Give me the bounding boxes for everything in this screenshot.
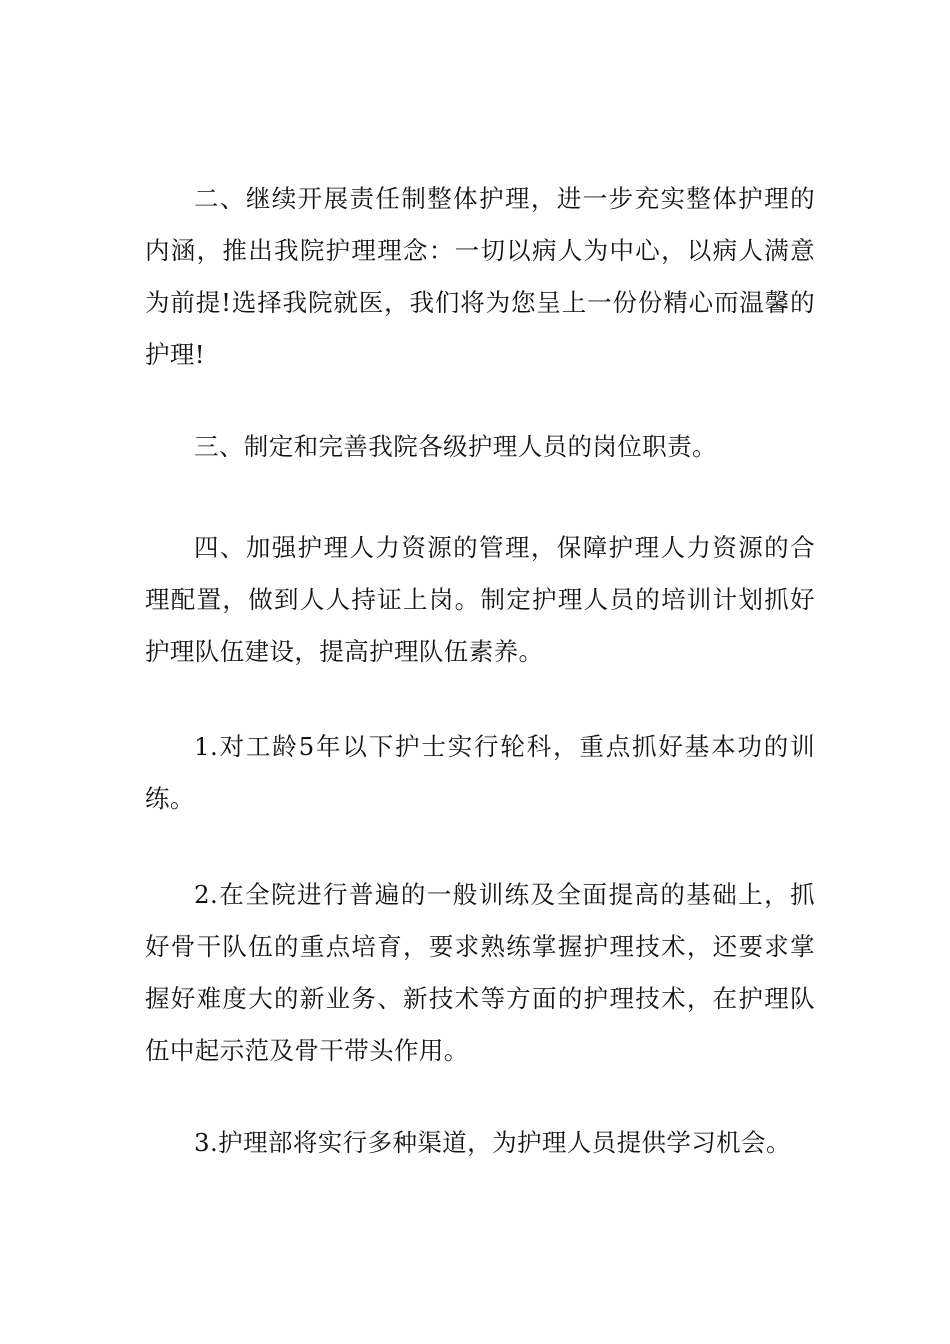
- paragraph-job-responsibilities: 三、制定和完善我院各级护理人员的岗位职责。: [194, 432, 717, 461]
- paragraph-human-resources: 四、加强护理人力资源的管理，保障护理人力资源的合理配置，做到人人持证上岗。制定护理人员的培训计划抓好护理队伍建设，提高护理队伍素养。: [145, 533, 815, 666]
- paragraph-item-2-backbone-training: 2.在全院进行普遍的一般训练及全面提高的基础上，抓好骨干队伍的重点培育，要求熟练掌握护理技术，还要求掌握好难度大的新业务、新技术等方面的护理技术，在护理队伍中起示范及骨干带头作用。: [145, 880, 815, 1065]
- paragraph-item-1-rotation: 1.对工龄5年以下护士实行轮科，重点抓好基本功的训练。: [145, 732, 815, 813]
- paragraph-continue-responsibility-nursing: 二、继续开展责任制整体护理，进一步充实整体护理的内涵，推出我院护理理念：一切以病人为中心，以病人满意为前提!选择我院就医，我们将为您呈上一份份精心而温馨的护理!: [145, 184, 815, 369]
- paragraph-item-3-learning-opportunities: 3.护理部将实行多种渠道，为护理人员提供学习机会。: [194, 1128, 791, 1157]
